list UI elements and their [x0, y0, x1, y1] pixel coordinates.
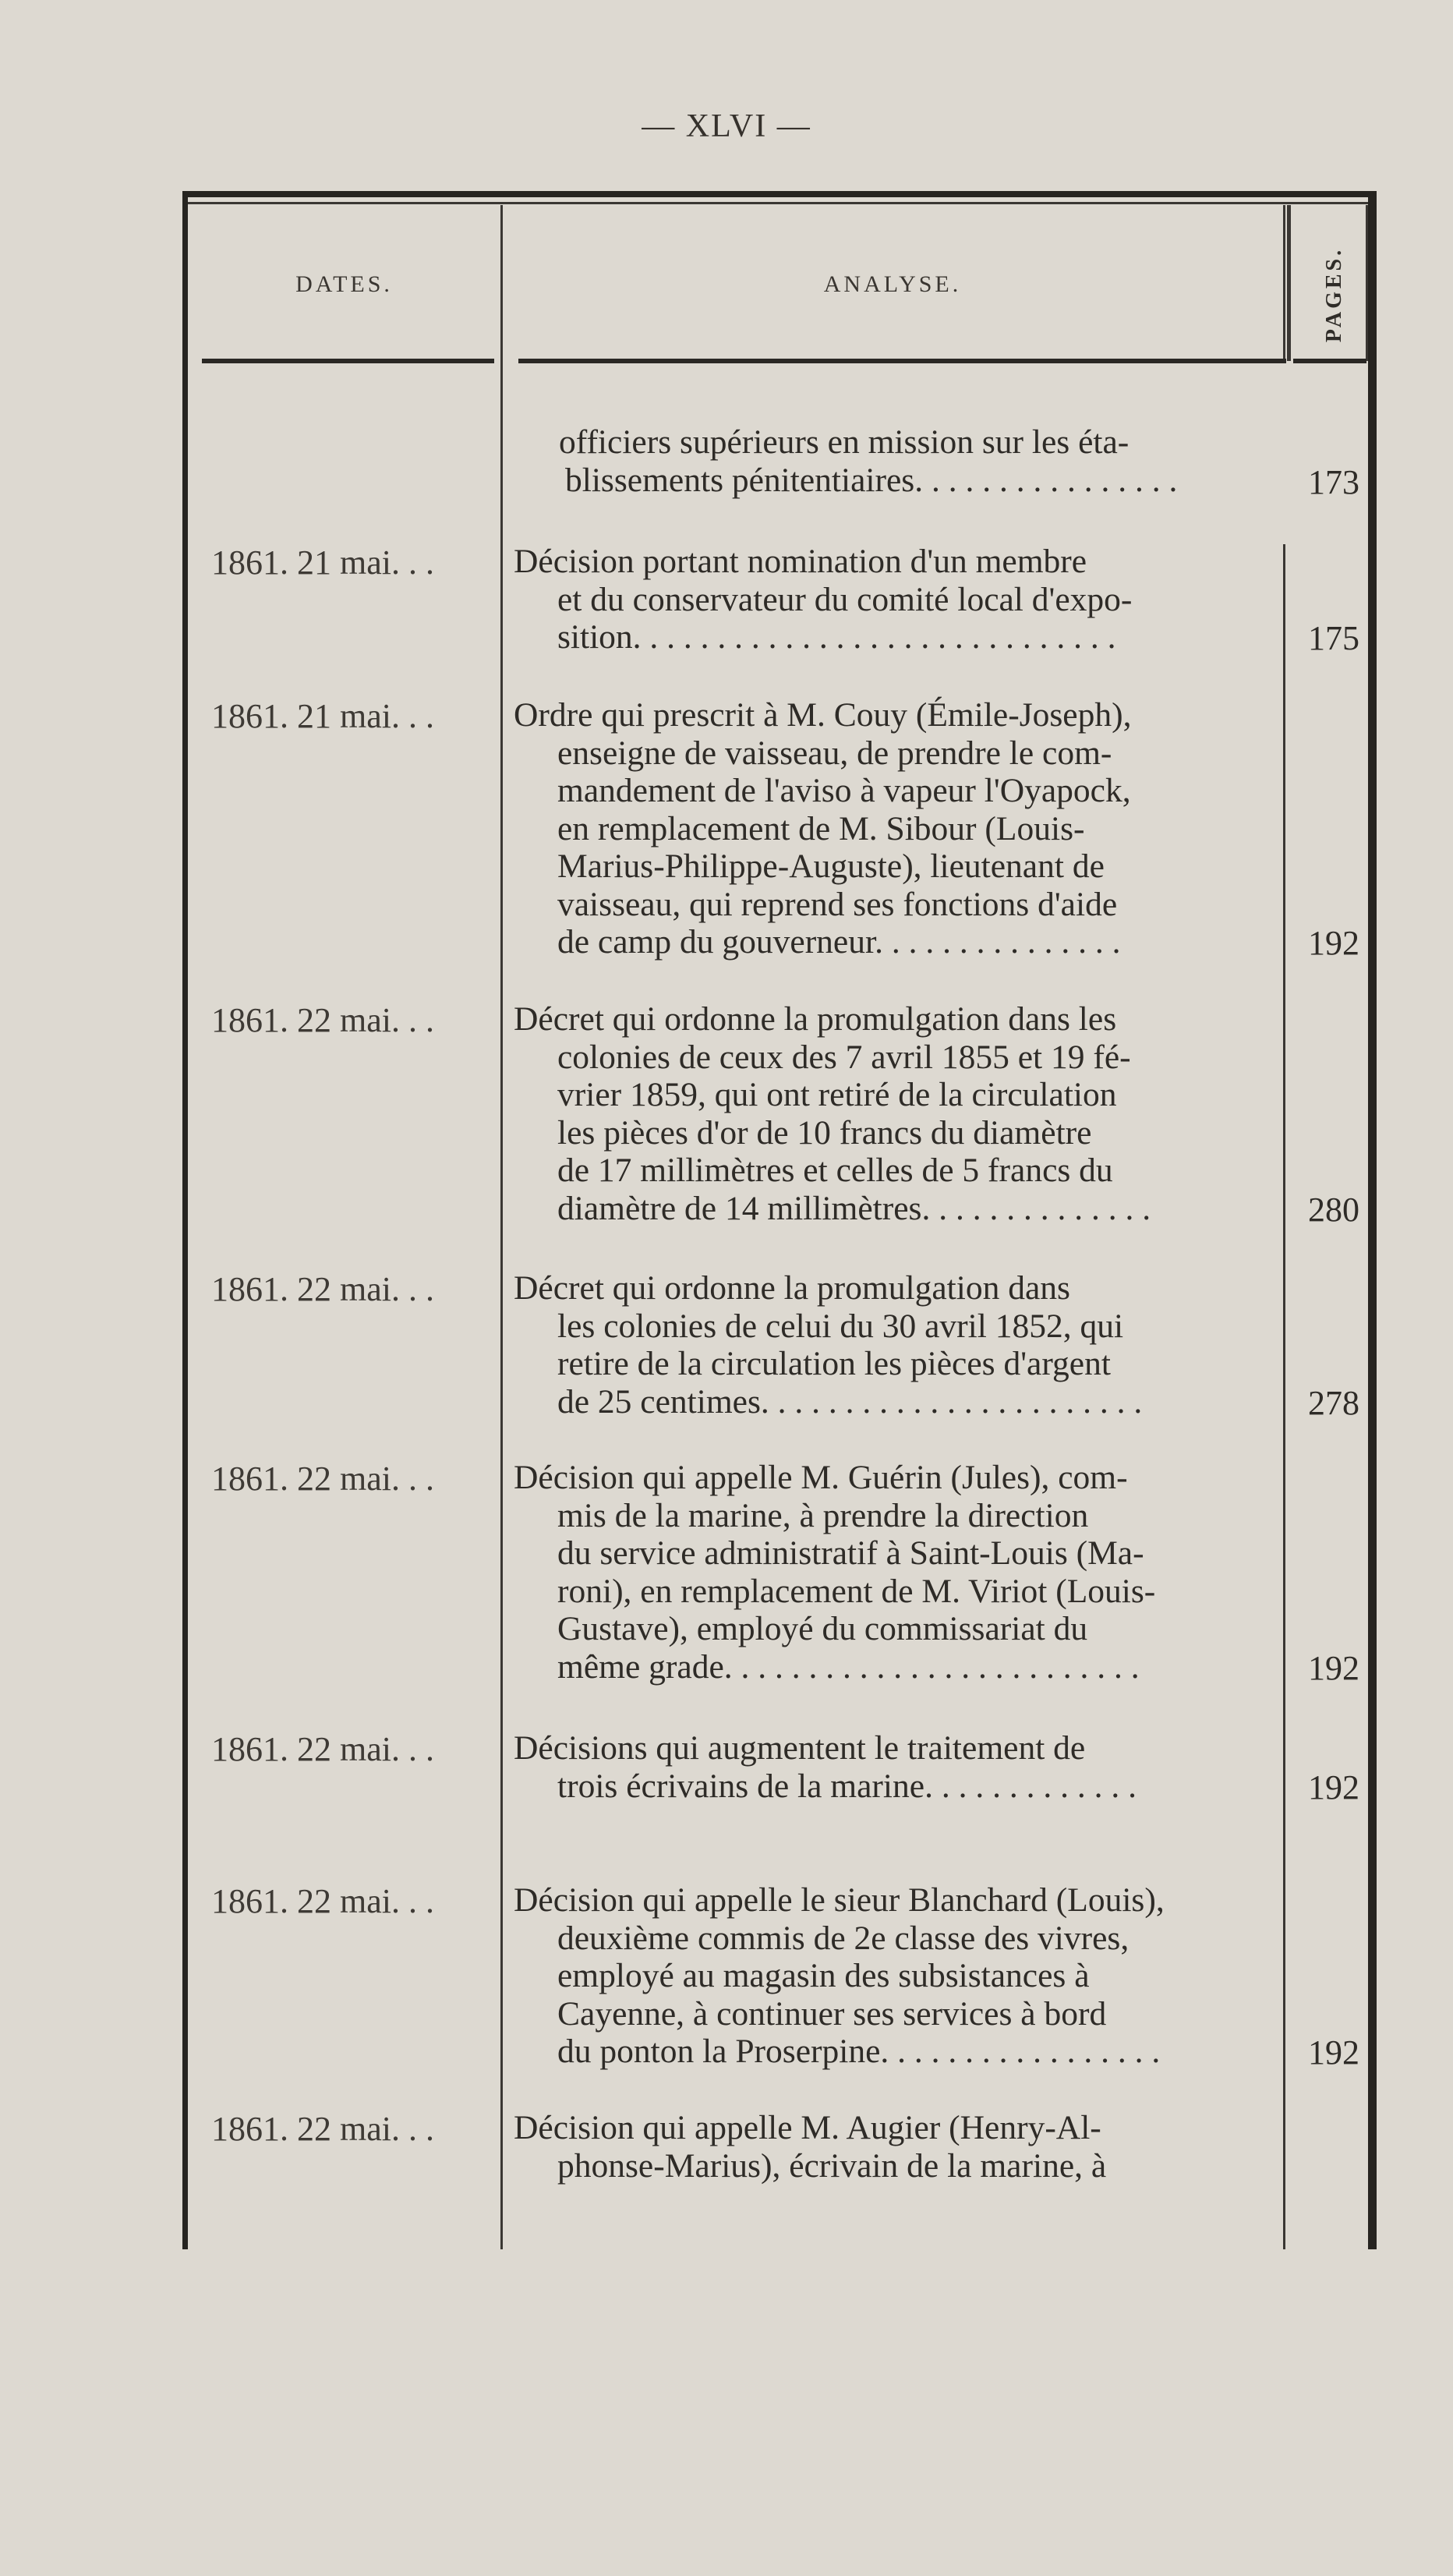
header-rule-analysis [518, 359, 1286, 363]
column-heading-analysis: ANALYSE. [823, 271, 962, 297]
entry-page: 280 [1308, 1191, 1359, 1229]
column-divider-right [1366, 205, 1368, 361]
entry-date: 1861. 22 mai. . . [211, 1270, 434, 1308]
entry-page: 192 [1308, 2033, 1359, 2072]
column-heading-dates: DATES. [295, 271, 393, 297]
entry-page: 175 [1308, 619, 1359, 657]
column-divider-pages [1287, 205, 1291, 361]
entry-date: 1861. 22 mai. . . [211, 1730, 434, 1768]
entry-analysis: Décision qui appelle M. Guérin (Jules), com- mis de la marine, à prendre la direction du service administratif à Saint-Louis (Ma- roni), en remplacement de M. Viriot (Louis- Gustave), employé du commissariat du même grade. . . . . . . . . . . . . . . . . . . . . . . . . [514, 1459, 1156, 1686]
inner-top-rule [188, 202, 1368, 204]
column-divider-dates [500, 205, 503, 2249]
entry-analysis: Décisions qui augmentent le traitement de trois écrivains de la marine. . . . . . . . . . . . . [514, 1729, 1137, 1805]
column-divider-analysis [1283, 544, 1285, 2249]
page-header: — XLVI — [642, 108, 811, 144]
entry-date: 1861. 21 mai. . . [211, 543, 434, 582]
entry-page: 192 [1308, 924, 1359, 962]
entry-date: 1861. 22 mai. . . [211, 1001, 434, 1039]
entry-page: 192 [1308, 1649, 1359, 1687]
entry-date: 1861. 22 mai. . . [211, 1882, 434, 1920]
entry-page: 192 [1308, 1768, 1359, 1806]
entry-date: 1861. 22 mai. . . [211, 2110, 434, 2148]
entry-page: 278 [1308, 1384, 1359, 1422]
entry-analysis: Décret qui ordonne la promulgation dans les colonies de celui du 30 avril 1852, qui retire de la circulation les pièces d'argent de 25 centimes. . . . . . . . . . . . . . . . . . . . . . . [514, 1269, 1143, 1421]
entry-analysis: Décision qui appelle M. Augier (Henry-Al- phonse-Marius), écrivain de la marine, à [514, 2109, 1107, 2185]
entry-date: 1861. 21 mai. . . [211, 697, 434, 735]
entry-analysis: officiers supérieurs en mission sur les éta- blissements pénitentiaires. . . . . . . . . . . . . . . . [559, 423, 1178, 499]
register-table [182, 191, 1377, 2249]
entry-analysis: Décision qui appelle le sieur Blanchard (Louis), deuxième commis de 2e classe des vivres, employé au magasin des subsistances à Cayenne, à continuer ses services à bord du ponton la Proserpine. . . . . . . . . . . . . . . . . [514, 1881, 1165, 2070]
entry-analysis: Décision portant nomination d'un membre et du conservateur du comité local d'expo- sition. . . . . . . . . . . . . . . . . . . . . . . . . . . . . [514, 543, 1133, 656]
header-rule-dates [202, 359, 494, 363]
column-heading-pages: PAGES. [1322, 246, 1346, 343]
entry-analysis: Décret qui ordonne la promulgation dans les colonies de ceux des 7 avril 1855 et 19 fé- vrier 1859, qui ont retiré de la circulation les pièces d'or de 10 francs du diamètre de 17 millimètres et celles de 5 francs du diamètre de 14 millimètres. . . . . . . . . . . . . . [514, 1000, 1151, 1227]
entry-analysis: Ordre qui prescrit à M. Couy (Émile-Joseph), enseigne de vaisseau, de prendre le com- mandement de l'aviso à vapeur l'Oyapock, en remplacement de M. Sibour (Louis- Marius-Philippe-Auguste), lieutenant de vaisseau, qui reprend ses fonctions d'aide de camp du gouverneur. . . . . . . . . . . . . . . [514, 696, 1132, 961]
entry-page: 173 [1308, 463, 1359, 501]
entry-date: 1861. 22 mai. . . [211, 1460, 434, 1498]
column-divider-analysis-head [1283, 205, 1285, 361]
